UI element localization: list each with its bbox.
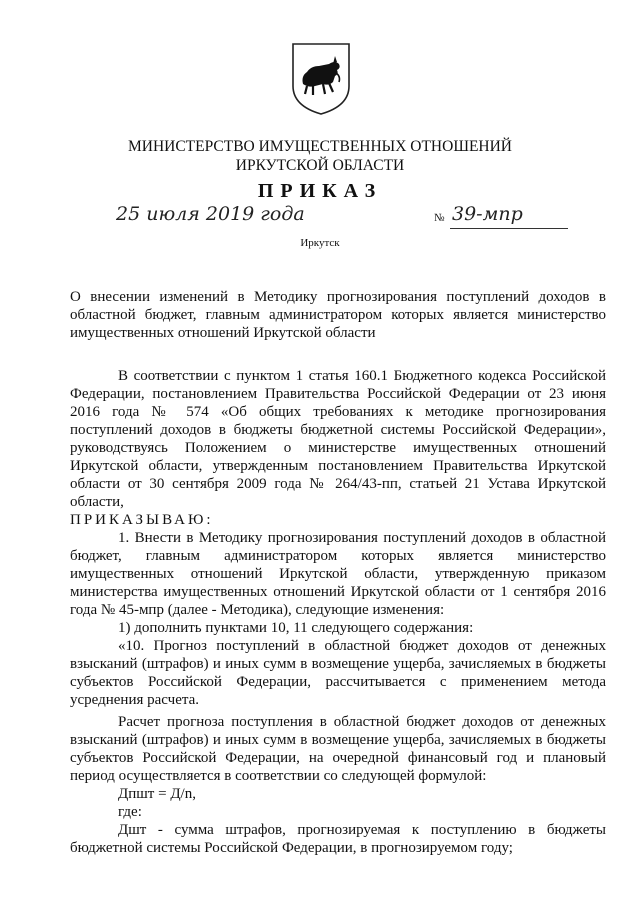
point-10-paragraph: «10. Прогноз поступлений в областной бюджет доходов от денежных взысканий (штрафов) и иных сумм в возмещение ущерба, зачисляемых в бюджеты субъектов Российской Федерации, рассчитывается с применением метода усреднения расчета. <box>70 638 606 708</box>
coat-of-arms-icon <box>289 42 353 116</box>
where-line: где: <box>118 804 142 820</box>
city-label: Иркутск <box>300 237 340 249</box>
handwritten-date: 25 июля 2019 года <box>116 203 305 225</box>
order-subject: О внесении изменений в Методику прогнозирования поступлений доходов в областной бюджет, главным администратором которых является министерство имущественных отношений Иркутской области <box>70 289 606 341</box>
ministry-name-line1: МИНИСТЕРСТВО ИМУЩЕСТВЕННЫХ ОТНОШЕНИЙ <box>127 138 513 155</box>
item-1-1-paragraph: 1) дополнить пунктами 10, 11 следующего содержания: <box>118 620 474 636</box>
number-underline <box>450 228 568 229</box>
definition-paragraph: Дшт - сумма штрафов, прогнозируемая к поступлению в бюджеты бюджетной системы Российской Федерации, в прогнозируемом году; <box>70 822 606 856</box>
preamble-paragraph: В соответствии с пунктом 1 статья 160.1 Бюджетного кодекса Российской Федерации, постановлением Правительства Российской Федерации от 23 июня 2016 года № 574 «Об общих требованиях к методике прогнозирования поступлений доходов в бюджеты бюджетной системы Российской Федерации», руководствуясь Положением о министерстве имущественных отношений Иркутской области, утвержденным постановлением Правительства Иркутской области от 30 сентября 2009 года № 264/43-пп, статьей 21 Устава Иркутской области, <box>70 368 606 510</box>
formula-line: Дпшт = Д/n, <box>118 786 196 802</box>
item-1-paragraph: 1. Внести в Методику прогнозирования поступлений доходов в областной бюджет, главным администратором которых является министерство имущественных отношений Иркутской области, утвержденную приказом министерства имущественных отношений Иркутской области от 1 сентября 2016 года № 45-мпр (далее - Методика), следующие изменения: <box>70 530 606 618</box>
number-label: № <box>434 212 445 224</box>
document-type-title: ПРИКАЗ <box>257 180 383 202</box>
ministry-name-line2: ИРКУТСКОЙ ОБЛАСТИ <box>235 157 405 174</box>
handwritten-number: 39-мпр <box>452 203 523 225</box>
order-body <box>70 367 606 857</box>
order-word: ПРИКАЗЫВАЮ: <box>70 512 214 528</box>
calculation-paragraph: Расчет прогноза поступления в областной бюджет доходов от денежных взысканий (штрафов) и иных сумм в возмещение ущерба, зачисляемых в бюджеты субъектов Российской Федерации, на очередной финансовый год и плановый период осуществляется в соответствии со следующей формулой: <box>70 714 606 784</box>
